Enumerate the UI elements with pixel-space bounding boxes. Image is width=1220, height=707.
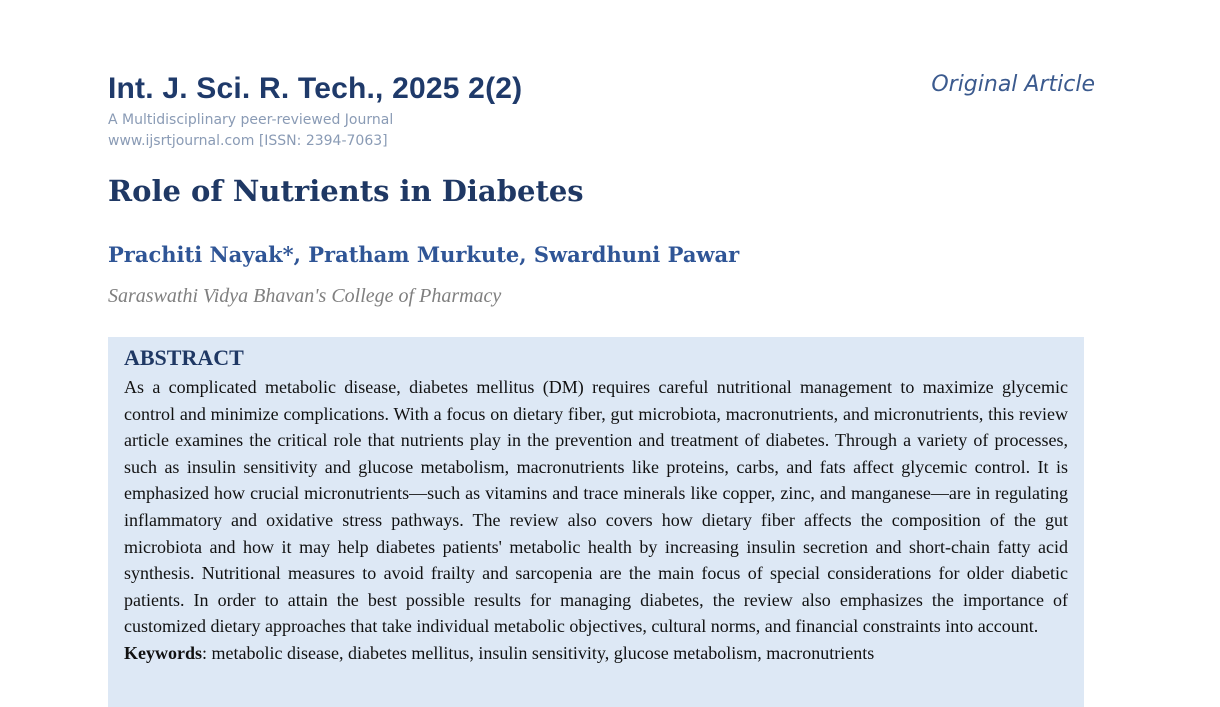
abstract-heading: ABSTRACT <box>124 345 244 370</box>
paper-title: Role of Nutrients in Diabetes <box>108 174 584 208</box>
keywords-list: : metabolic disease, diabetes mellitus, insulin sensitivity, glucose metabolism, macronutrients <box>202 642 875 663</box>
journal-url-issn[interactable]: www.ijsrtjournal.com [ISSN: 2394-7063] <box>108 133 388 149</box>
keywords-label: Keywords <box>124 642 202 663</box>
journal-info <box>108 110 393 152</box>
keywords-line <box>124 640 1068 666</box>
abstract-box <box>108 337 1084 707</box>
author-affiliation: Saraswathi Vidya Bhavan's College of Pharmacy <box>108 285 502 307</box>
article-type-label: Original Article <box>931 72 1095 97</box>
journal-subtitle: A Multidisciplinary peer-reviewed Journal <box>108 112 394 128</box>
journal-title: Int. J. Sci. R. Tech., 2025 2(2) <box>108 72 523 105</box>
abstract-text: As a complicated metabolic disease, diabetes mellitus (DM) requires careful nutritional management to maximize glycemic control and minimize complications. With a focus on dietary fiber, gut microbiota, macronutrients, and micronutrients, this review article examines the critical role that nutrients play in the prevention and treatment of diabetes. Through a variety of processes, such as insulin sensitivity and glucose metabolism, macronutrients like proteins, carbs, and fats affect glycemic control. It is emphasized how crucial micronutrients—such as vitamins and trace minerals like copper, zinc, and manganese—are in regulating inflammatory and oxidative stress pathways. The review also covers how dietary fiber affects the composition of the gut microbiota and how it may help diabetes patients' metabolic health by increasing insulin secretion and short-chain fatty acid synthesis. Nutritional measures to avoid frailty and sarcopenia are the main focus of special considerations for older diabetic patients. In order to attain the best possible results for managing diabetes, the review also emphasizes the importance of customized dietary approaches that take individual metabolic objectives, cultural norms, and financial constraints into account. <box>124 377 1068 637</box>
author-list: Prachiti Nayak*, Pratham Murkute, Swardhuni Pawar <box>108 242 740 267</box>
